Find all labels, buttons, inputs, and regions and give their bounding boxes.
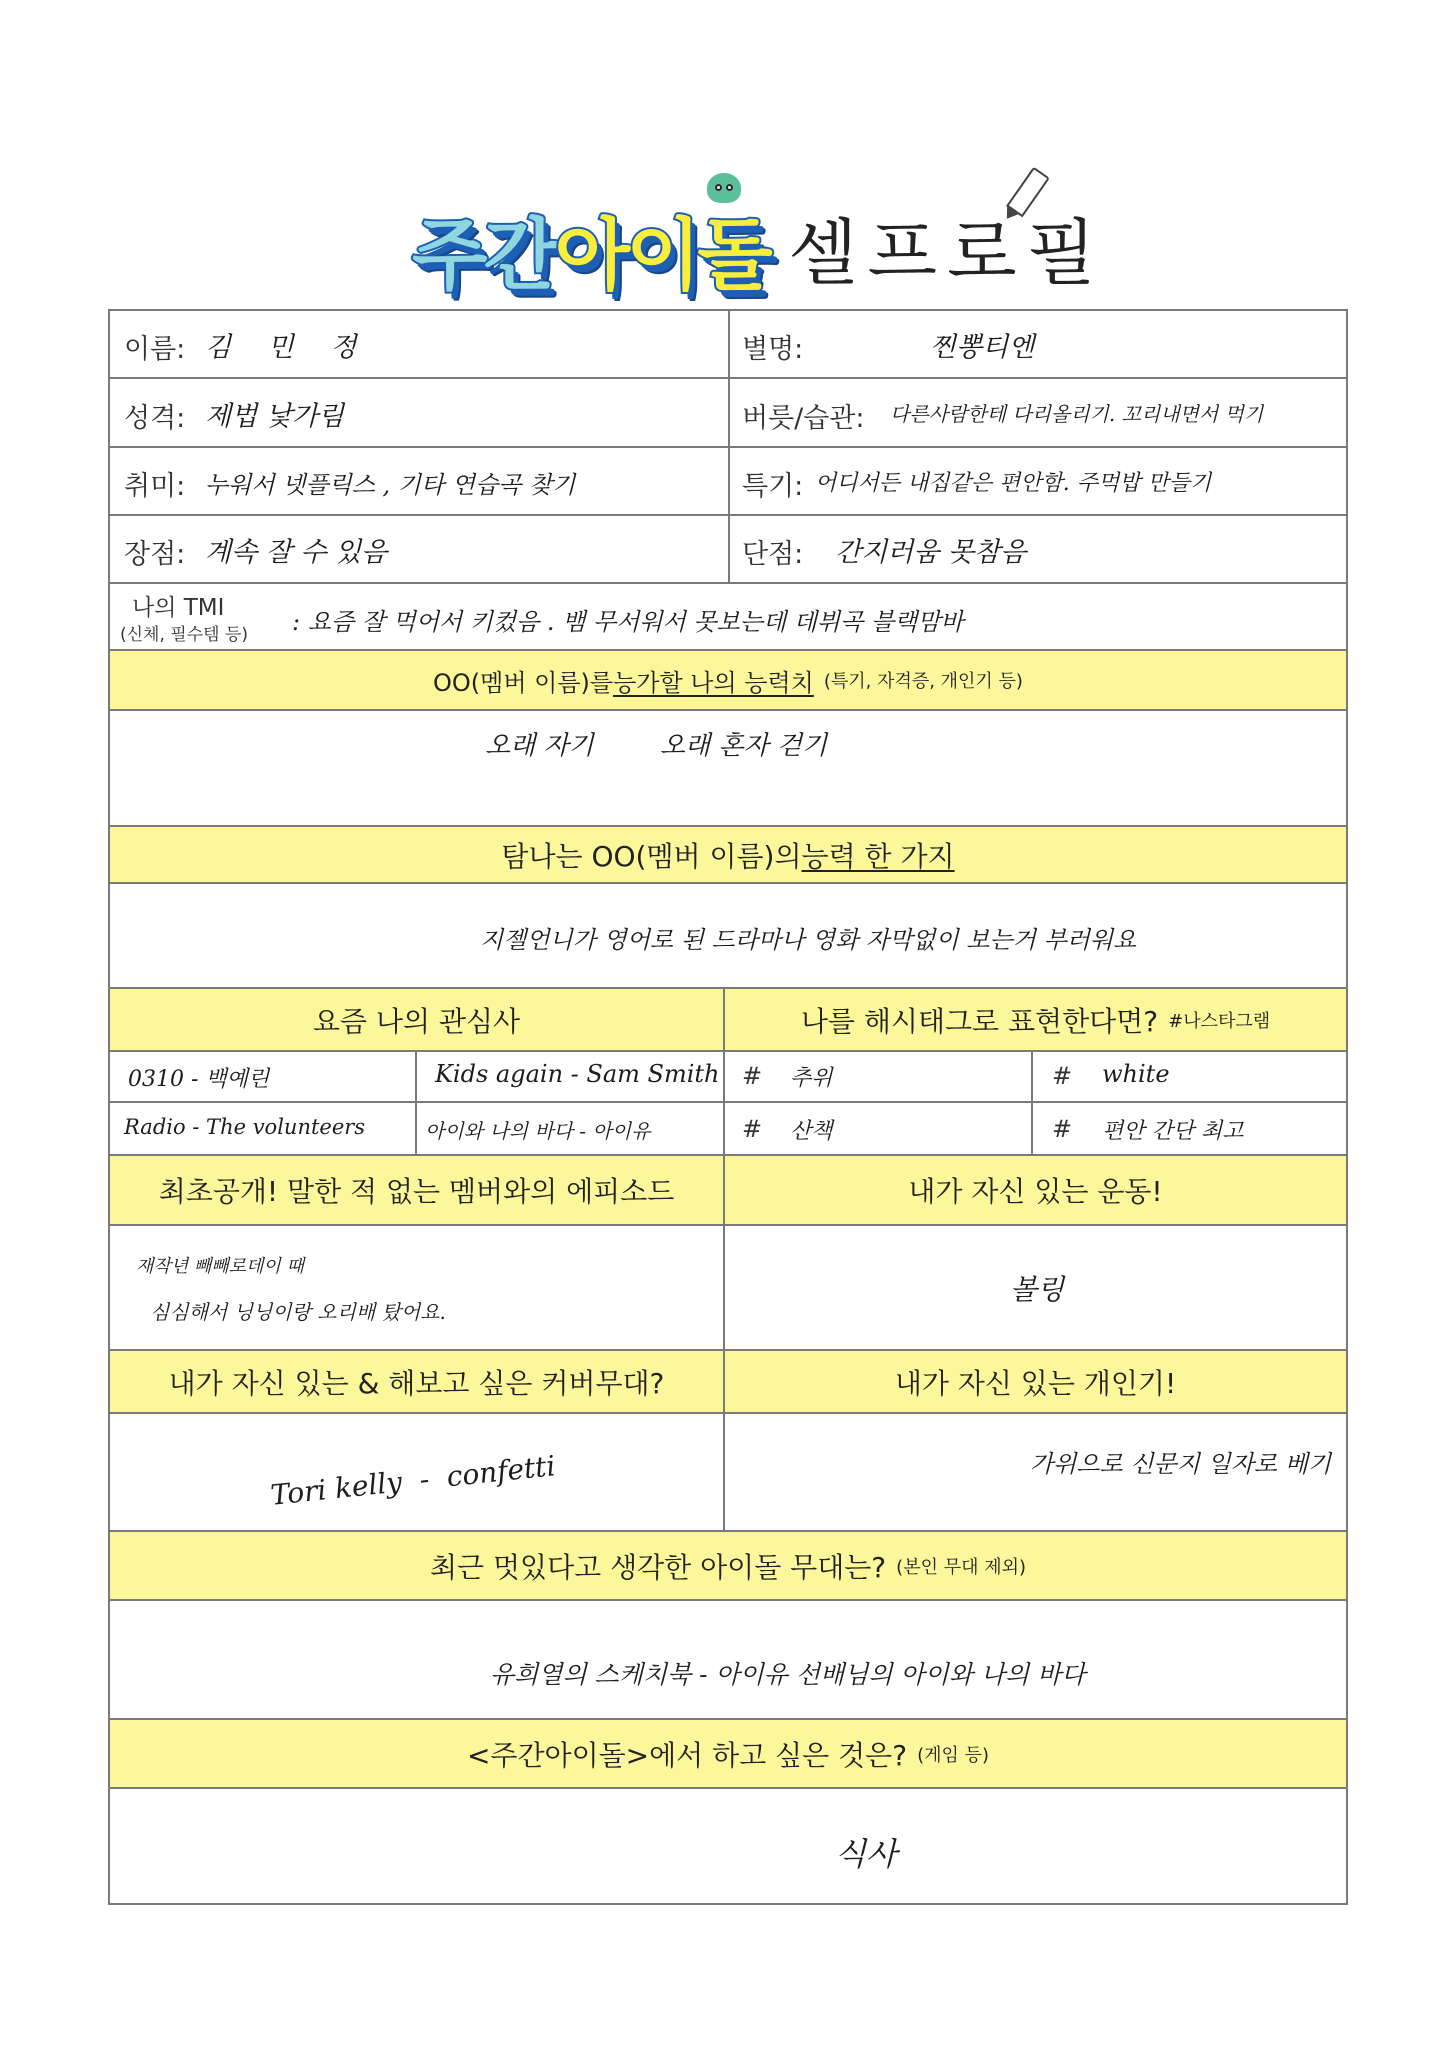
- want-answer[interactable]: 식사: [835, 1835, 897, 1873]
- interest-item[interactable]: 0310 - 백예린: [128, 1067, 270, 1092]
- hash-symbol: #: [1052, 1115, 1073, 1143]
- logo-text-part1: 주간: [412, 211, 555, 301]
- ability-header-note: (특기, 자격증, 개인기 등): [823, 671, 1023, 692]
- hashtags-header-note: #나스타그램: [1168, 1010, 1271, 1032]
- envy-answer-area: [110, 884, 1346, 989]
- gag-header: 내가 자신 있는 개인기!: [894, 1366, 1177, 1400]
- row-hobby: [110, 448, 1346, 516]
- want-answer-area: [110, 1789, 1346, 1903]
- name-label: 이름:: [124, 334, 186, 365]
- episode-sport-header: [110, 1156, 1346, 1226]
- hashtag-item[interactable]: 편안 간단 최고: [1102, 1119, 1244, 1144]
- stage-header-note: (본인 무대 제외): [896, 1556, 1026, 1578]
- envy-answer[interactable]: 지젤언니가 영어로 된 드라마나 영화 자막없이 보는거 부러워요: [480, 926, 1137, 954]
- stage-header: [110, 1532, 1346, 1601]
- nickname-label: 별명:: [742, 334, 804, 365]
- row-personality: [110, 379, 1346, 448]
- mascot-icon: [707, 173, 741, 203]
- personality-label: 성격:: [124, 403, 186, 434]
- cover-gag-answers: [110, 1414, 1346, 1532]
- hash-symbol: #: [742, 1062, 763, 1090]
- hashtag-item[interactable]: white: [1102, 1060, 1170, 1088]
- hashtag-item[interactable]: 추위: [790, 1066, 833, 1091]
- strength-value[interactable]: 계속 잘 수 있음: [205, 537, 388, 568]
- weakness-value[interactable]: 간지러움 못참음: [835, 537, 1027, 568]
- row-name: [110, 311, 1346, 379]
- cover-header: 내가 자신 있는 & 해보고 싶은 커버무대?: [168, 1366, 665, 1400]
- want-header-text: <주간아이돌>에서 하고 싶은 것은?: [466, 1738, 908, 1772]
- hobby-value[interactable]: 누워서 넷플릭스 , 기타 연습곡 찾기: [205, 471, 576, 499]
- personality-value[interactable]: 제법 낯가림: [205, 401, 344, 432]
- habit-label: 버릇/습관:: [742, 403, 865, 434]
- interests-hashtags-header: [110, 989, 1346, 1052]
- stage-answer-area: [110, 1601, 1346, 1720]
- page-title: 셀프로필: [788, 211, 1107, 295]
- nickname-value[interactable]: 찐뽕티엔: [930, 332, 1035, 363]
- envy-header-underlined: 능력 한 가지: [801, 839, 955, 873]
- interest-item[interactable]: 아이와 나의 바다 - 아이유: [425, 1119, 651, 1143]
- ability-header-prefix: OO(멤버 이름)를: [433, 668, 614, 697]
- tmi-sublabel: (신체, 필수템 등): [120, 625, 249, 645]
- interest-item[interactable]: Radio - The volunteers: [124, 1115, 366, 1139]
- hash-symbol: #: [1052, 1062, 1073, 1090]
- weekly-idol-logo: [412, 185, 769, 301]
- cover-gag-header: [110, 1351, 1346, 1414]
- tmi-value[interactable]: : 요즘 잘 먹어서 키컸음 . 뱀 무서워서 못보는데 데뷔곡 블랙맘바: [292, 608, 964, 636]
- row-strength: [110, 516, 1346, 584]
- tmi-label: 나의 TMI: [132, 595, 225, 621]
- hashtags-header: 나를 해시태그로 표현한다면?: [800, 1004, 1159, 1038]
- hash-symbol: #: [742, 1115, 763, 1143]
- interests-header: 요즘 나의 관심사: [312, 1004, 521, 1038]
- interest-item[interactable]: Kids again - Sam Smith: [435, 1060, 720, 1088]
- profile-form: [108, 309, 1348, 1905]
- talent-label: 특기:: [742, 471, 804, 502]
- want-header: [110, 1720, 1346, 1789]
- episode-answer-line1[interactable]: 재작년 빼빼로데이 때: [136, 1256, 304, 1277]
- episode-answer-line2[interactable]: 심심해서 닝닝이랑 오리배 탔어요.: [150, 1300, 446, 1324]
- name-value[interactable]: 김 민 정: [205, 332, 371, 363]
- sport-answer[interactable]: 볼링: [1010, 1273, 1065, 1306]
- ability-answer[interactable]: 오래 자기 오래 혼자 걷기: [485, 731, 828, 761]
- habit-value[interactable]: 다른사람한테 다리올리기. 꼬리내면서 먹기: [890, 402, 1264, 426]
- talent-value[interactable]: 어디서든 내집같은 편안함. 주먹밥 만들기: [815, 471, 1212, 496]
- interests-row-2: [110, 1103, 1346, 1156]
- ability-header-underlined: 능가할 나의 능력치: [613, 668, 814, 697]
- hashtag-item[interactable]: 산책: [790, 1119, 833, 1144]
- want-header-note: (게임 등): [917, 1744, 990, 1766]
- row-tmi: [110, 584, 1346, 651]
- envy-header-prefix: 탐나는 OO(멤버 이름)의: [501, 839, 802, 873]
- gag-answer[interactable]: 가위으로 신문지 일자로 베기: [1030, 1450, 1332, 1478]
- interests-row-1: [110, 1052, 1346, 1103]
- weakness-label: 단점:: [742, 539, 804, 570]
- strength-label: 장점:: [124, 539, 186, 570]
- episode-header: 최초공개! 말한 적 없는 멤버와의 에피소드: [158, 1175, 675, 1208]
- episode-sport-answers: [110, 1226, 1346, 1351]
- cover-answer[interactable]: Tori kelly - confetti: [269, 1449, 557, 1512]
- hobby-label: 취미:: [124, 471, 186, 502]
- sport-header: 내가 자신 있는 운동!: [908, 1175, 1163, 1208]
- ability-answer-area: [110, 711, 1346, 827]
- envy-header: [110, 827, 1346, 884]
- ability-header: [110, 651, 1346, 711]
- logo-text-part2: 아이돌: [554, 211, 769, 301]
- stage-header-text: 최근 멋있다고 생각한 아이돌 무대는?: [429, 1550, 887, 1584]
- stage-answer[interactable]: 유희열의 스케치북 - 아이유 선배님의 아이와 나의 바다: [490, 1660, 1086, 1689]
